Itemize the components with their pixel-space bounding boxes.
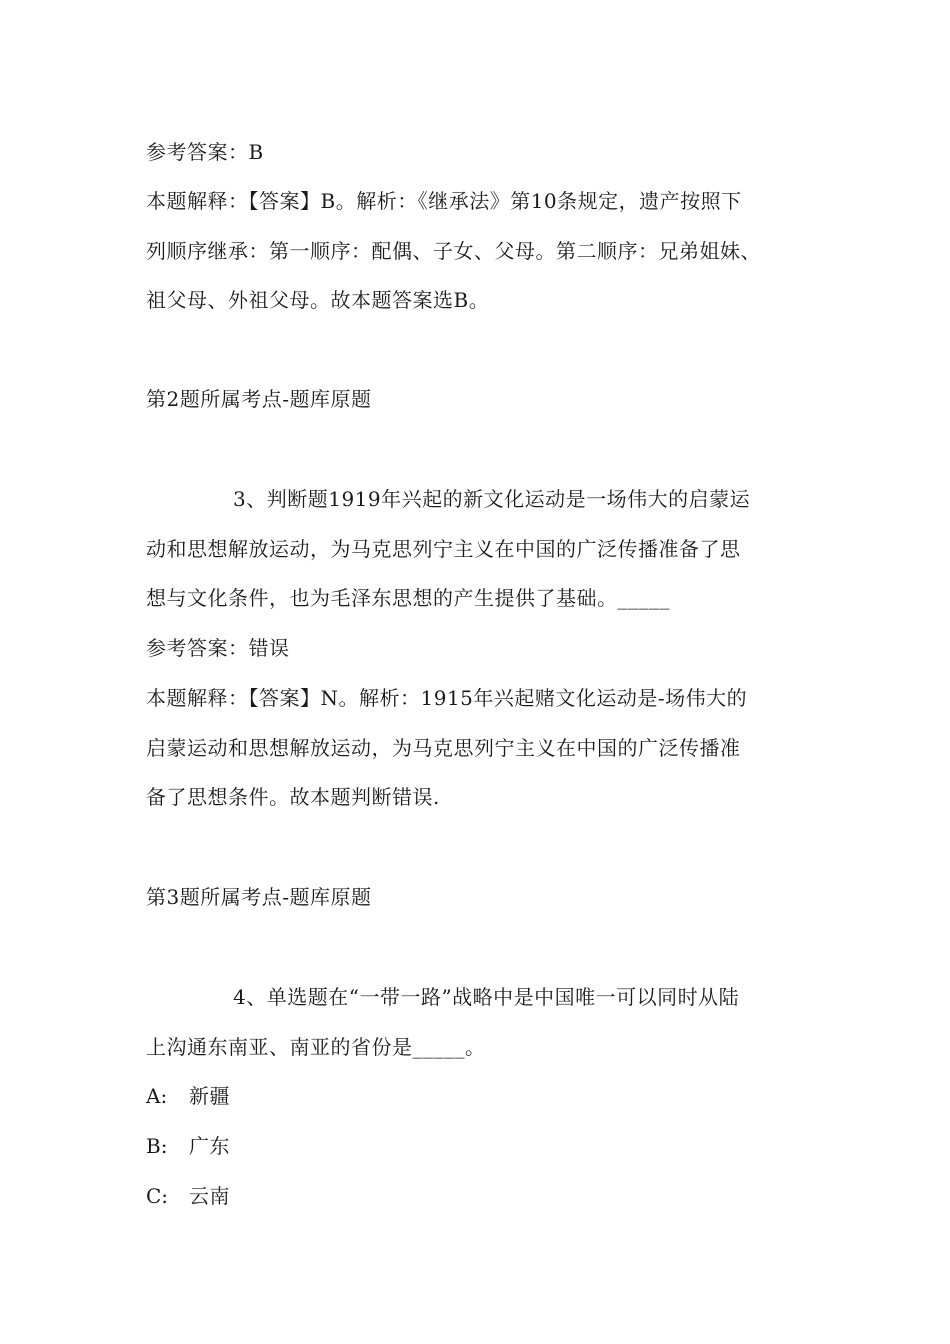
q4-option-a-text: 新疆	[189, 1084, 230, 1108]
q4-question-line-2: 上沟通东南亚、南亚的省份是_____。	[146, 1035, 486, 1059]
q2-explanation-line-1: 本题解释：【答案】B。解析：《继承法》第10条规定，遗产按照下	[146, 189, 742, 213]
q2-explanation-line-3: 祖父母、外祖父母。故本题答案选B。	[146, 288, 490, 312]
q3-explanation-line-3: 备了思想条件。故本题判断错误.	[146, 785, 440, 809]
q4-option-a-label: A:	[146, 1084, 168, 1108]
q4-option-b-text: 广东	[189, 1134, 230, 1158]
q2-point: 第2题所属考点-题库原题	[146, 387, 372, 411]
q3-question-line-2: 动和思想解放运动，为马克思列宁主义在中国的广泛传播准备了思	[146, 537, 741, 561]
q3-point: 第3题所属考点-题库原题	[146, 885, 372, 909]
q2-explanation-line-2: 列顺序继承：第一顺序：配偶、子女、父母。第二顺序：兄弟姐妹、	[146, 239, 761, 263]
q3-question-line-3: 想与文化条件，也为毛泽东思想的产生提供了基础。_____	[146, 586, 670, 610]
q4-option-c-text: 云南	[189, 1184, 230, 1208]
q4-option-c-label: C:	[146, 1184, 169, 1208]
q2-answer: 参考答案：B	[146, 140, 264, 164]
q3-answer: 参考答案：错误	[146, 636, 290, 660]
q3-explanation-line-1: 本题解释：【答案】N。解析：1915年兴起赌文化运动是-场伟大的	[146, 686, 748, 710]
q3-question-line-1: 3、判断题1919年兴起的新文化运动是一场伟大的启蒙运	[233, 487, 751, 511]
q4-question-line-1: 4、单选题在“一带一路”战略中是中国唯一可以同时从陆	[233, 985, 740, 1009]
q3-explanation-line-2: 启蒙运动和思想解放运动，为马克思列宁主义在中国的广泛传播准	[146, 736, 741, 760]
q4-option-b-label: B:	[146, 1134, 168, 1158]
